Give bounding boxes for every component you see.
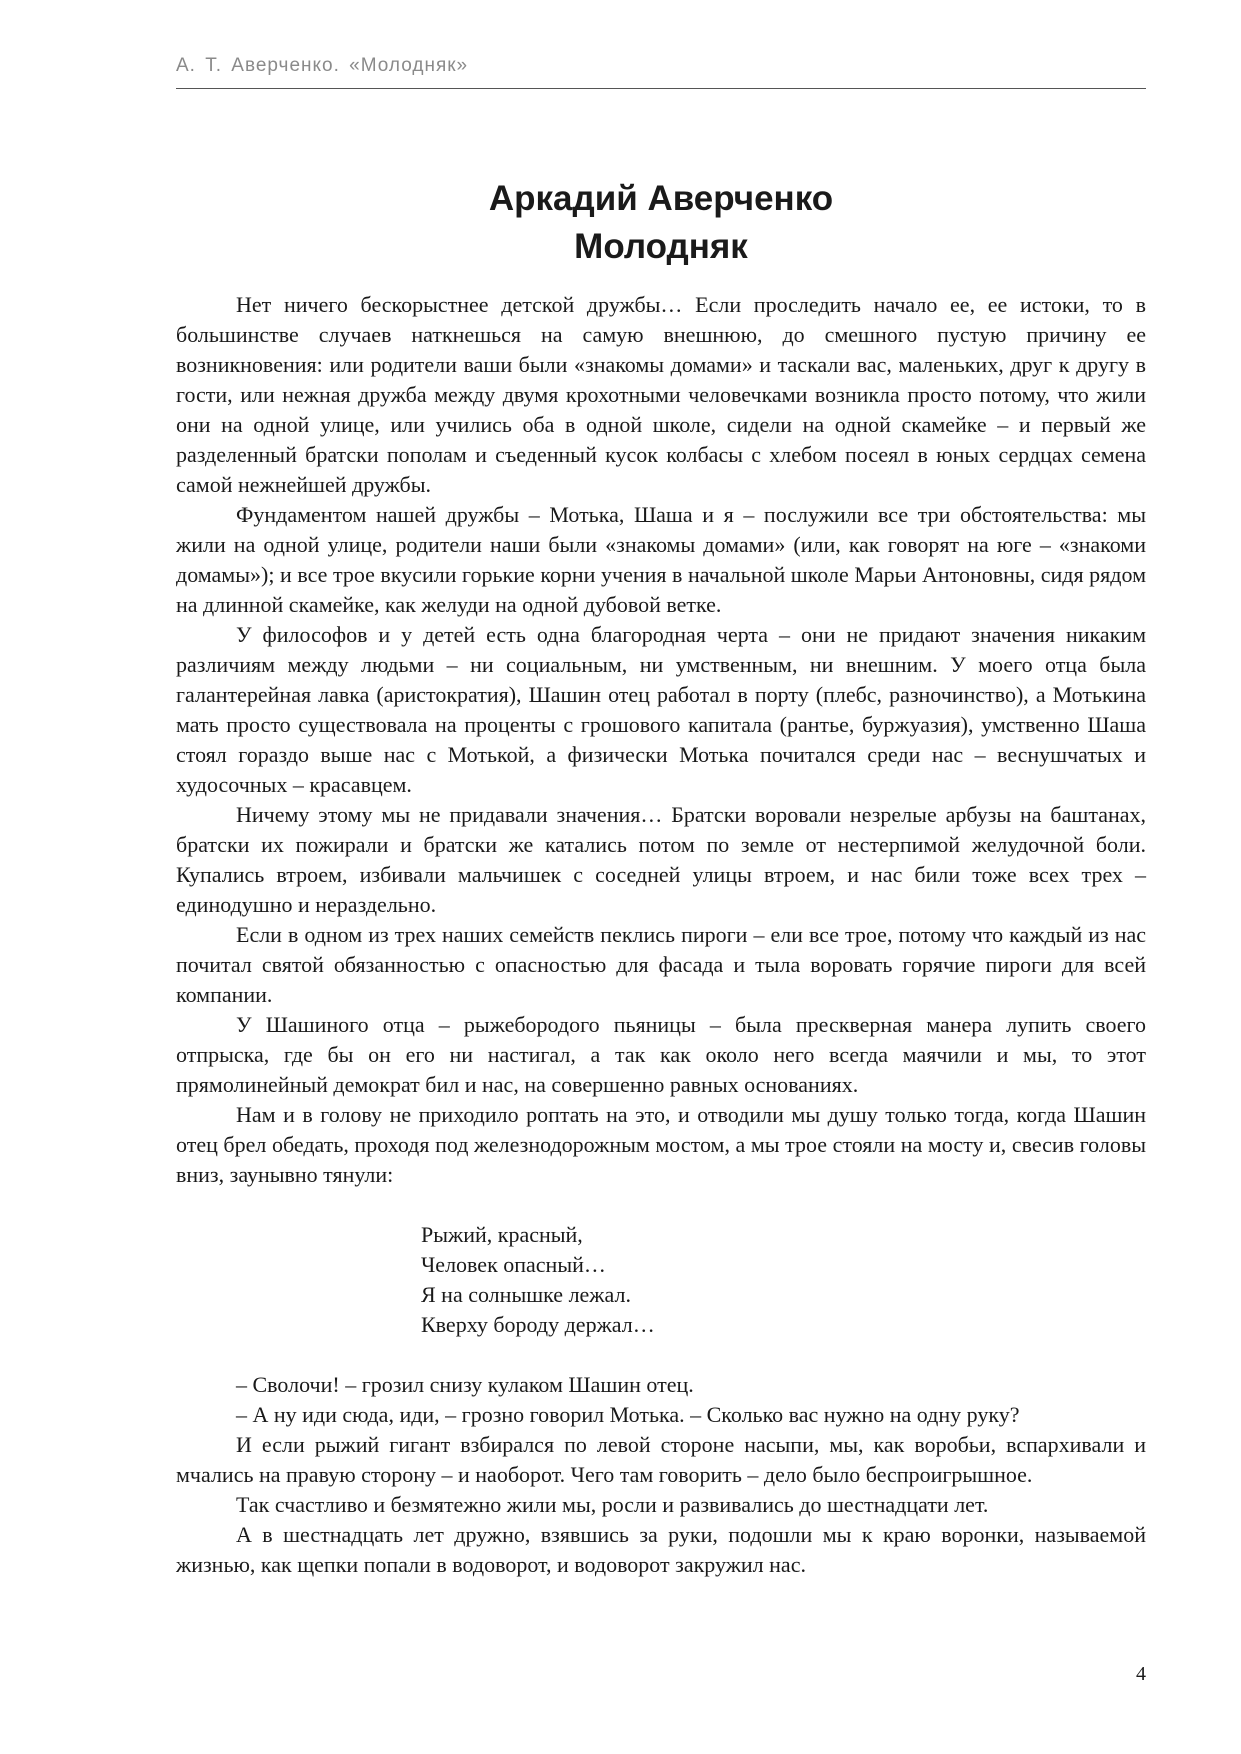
running-header: А. Т. Аверченко. «Молодняк» <box>176 55 469 76</box>
paragraph: Фундаментом нашей дружбы – Мотька, Шаша и я – послужили все три обстоятельства: мы жили на одной улице, родители наши были «знакомы домами» (или, как говорят на юге – «знакоми домамы»); и все трое вкусили горькие корни учения в начальной школе Марьи Антоновны, сидя рядом на длинной скамейке, как желуди на одной дубовой ветке. <box>176 502 1146 617</box>
paragraph: Нет ничего бескорыстнее детской дружбы… Если проследить начало ее, ее истоки, то в большинстве случаев наткнешься на самую внешнюю, до смешного пустую причину ее возникновения: или родители ваши были «знакомы домами» и таскали вас, маленьких, друг к другу в гости, или нежная дружба между двумя крохотными человечками возникла просто потому, что жили они на одной улице, или учились оба в одной школе, сидели на одной скамейке – и первый же разделенный братски пополам и съеденный кусок колбасы с хлебом посеял в юных сердцах семена самой нежнейшей дружбы. <box>176 292 1146 497</box>
work-title: Молодняк <box>574 227 748 266</box>
paragraph: Нам и в голову не приходило роптать на это, и отводили мы душу только тогда, когда Шашин отец брел обедать, проходя под железнодорожным мостом, а мы трое стояли на мосту и, свесив головы вниз, заунывно тянули: <box>176 1102 1146 1187</box>
page-number: 4 <box>1136 1663 1146 1685</box>
body-text <box>176 290 1146 1580</box>
paragraph: – А ну иди сюда, иди, – грозно говорил Мотька. – Сколько вас нужно на одну руку? <box>236 1402 1020 1427</box>
paragraph: У Шашиного отца – рыжебородого пьяницы – была прескверная манера лупить своего отпрыска, где бы он его ни настигал, а так как около него всегда маячили и мы, то этот прямолинейный демократ бил и нас, на совершенно равных основаниях. <box>176 1012 1146 1097</box>
paragraph: А в шестнадцать лет дружно, взявшись за руки, подошли мы к краю воронки, называемой жизнью, как щепки попали в водоворот, и водоворот закружил нас. <box>176 1522 1146 1577</box>
poem <box>421 1220 1146 1340</box>
verse-line: Человек опасный… <box>421 1252 606 1277</box>
header-divider <box>176 88 1146 89</box>
verse-line: Рыжий, красный, <box>421 1222 583 1247</box>
author-name: Аркадий Аверченко <box>488 179 834 218</box>
paragraph: – Сволочи! – грозил снизу кулаком Шашин отец. <box>236 1372 694 1397</box>
paragraph: Так счастливо и безмятежно жили мы, росли и развивались до шестнадцати лет. <box>236 1492 989 1517</box>
paragraph: Если в одном из трех наших семейств пеклись пироги – ели все трое, потому что каждый из нас почитал святой обязанностью с опасностью для фасада и тыла воровать горячие пироги для всей компании. <box>176 922 1146 1007</box>
paragraph: У философов и у детей есть одна благородная черта – они не придают значения никаким различиям между людьми – ни социальным, ни умственным, ни внешним. У моего отца была галантерейная лавка (аристократия), Шашин отец работал в порту (плебс, разночинство), а Мотькина мать просто существовала на проценты с грошового капитала (рантье, буржуазия), умственно Шаша стоял гораздо выше нас с Мотькой, а физически Мотька почитался среди нас – веснушчатых и худосочных – красавцем. <box>176 622 1146 797</box>
paragraph: Ничему этому мы не придавали значения… Братски воровали незрелые арбузы на баштанах, братски их пожирали и братски же катались потом по земле от нестерпимой желудочной боли. Купались втроем, избивали мальчишек с соседней улицы втроем, и нас били тоже всех трех – единодушно и нераздельно. <box>176 802 1146 917</box>
verse-line: Кверху бороду держал… <box>421 1312 655 1337</box>
title-block <box>176 175 1146 271</box>
paragraph: И если рыжий гигант взбирался по левой стороне насыпи, мы, как воробьи, вспархивали и мчались на правую сторону – и наоборот. Чего там говорить – дело было беспроигрышное. <box>176 1432 1146 1487</box>
verse-line: Я на солнышке лежал. <box>421 1282 631 1307</box>
